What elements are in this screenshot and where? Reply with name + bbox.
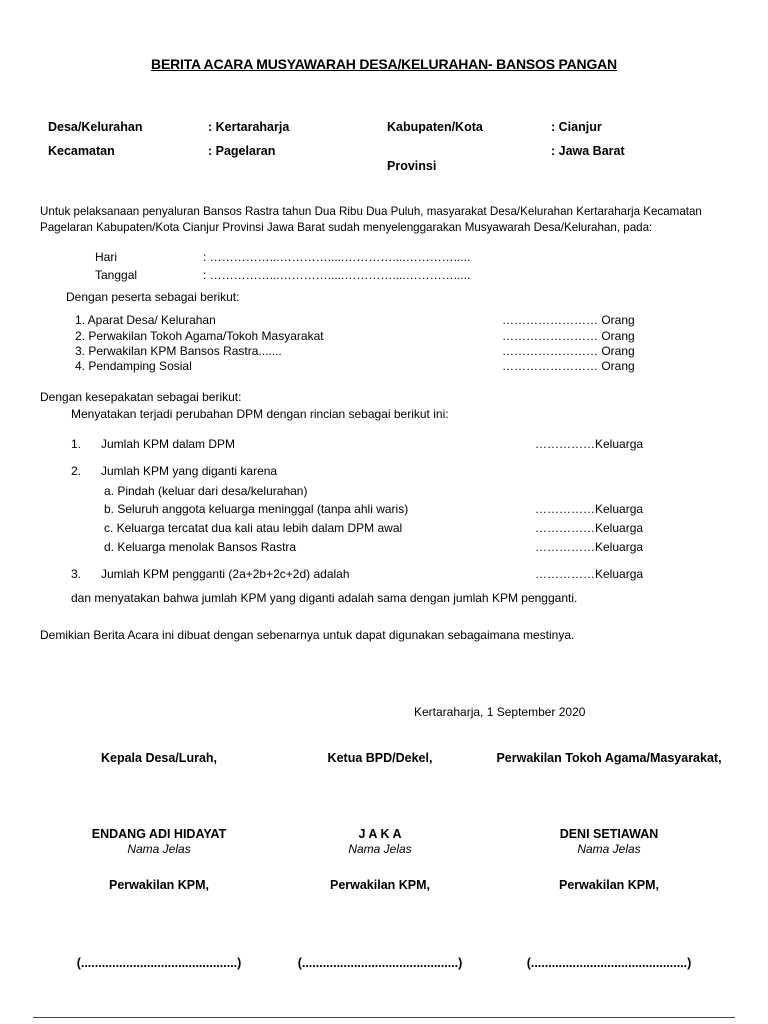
intro-line-2: Pagelaran Kabupaten/Kota Cianjur Provinsi Jawa Barat sudah menyelenggarakan Musyawarah Desa/Kelurahan, pada: — [40, 221, 653, 234]
item-number: 1. — [71, 437, 82, 451]
item-value: ……………Keluarga — [535, 567, 644, 581]
intro-line-1: Untuk pelaksanaan penyaluran Bansos Rastra tahun Dua Ribu Dua Puluh, masyarakat Desa/Kelurahan Kertaraharja Kecamatan — [40, 205, 702, 218]
tanggal-label: Tanggal — [95, 268, 138, 282]
provinsi-label: Provinsi — [387, 159, 437, 173]
kpm-signature-blank: (.............................................) — [297, 956, 463, 970]
item-label: Jumlah KPM dalam DPM — [101, 437, 236, 451]
sub-item-label: a. Pindah (keluar dari desa/kelurahan) — [104, 484, 308, 498]
signatory-role: Ketua BPD/Dekel, — [327, 751, 433, 765]
statement: dan menyatakan bahwa jumlah KPM yang diganti adalah sama dengan jumlah KPM pengganti. — [71, 591, 578, 605]
participant-label: 3. Perwakilan KPM Bansos Rastra....... — [75, 344, 282, 358]
kabupaten-label: Kabupaten/Kota — [387, 120, 483, 134]
kpm-signature-blank: (.............................................) — [526, 956, 692, 970]
participants-heading: Dengan peserta sebagai berikut: — [66, 290, 240, 304]
hari-value: : ……………...………….....…………....…………..... — [203, 250, 471, 264]
sub-item-value: ……………Keluarga — [535, 521, 644, 535]
kpm-role: Perwakilan KPM, — [558, 878, 660, 892]
desa-label: Desa/Kelurahan — [48, 120, 143, 134]
desa-value: : Kertaraharja — [208, 120, 290, 134]
participant-count: …………………… Orang — [502, 329, 635, 343]
agreement-subheading: Menyatakan terjadi perubahan DPM dengan rincian sebagai berikut ini: — [71, 407, 449, 421]
participant-label: 1. Aparat Desa/ Kelurahan — [75, 313, 216, 327]
item-number: 3. — [71, 567, 82, 581]
agreement-heading: Dengan kesepakatan sebagai berikut: — [40, 390, 242, 404]
place-date: Kertaraharja, 1 September 2020 — [414, 705, 586, 719]
item-label: Jumlah KPM yang diganti karena — [101, 464, 278, 478]
sub-item-value: ……………Keluarga — [535, 502, 644, 516]
participant-count: …………………… Orang — [502, 313, 635, 327]
hari-label: Hari — [95, 250, 118, 264]
signatory-note: Nama Jelas — [127, 842, 191, 856]
signatory-role: Kepala Desa/Lurah, — [100, 751, 218, 765]
signatory-role: Perwakilan Tokoh Agama/Masyarakat, — [496, 751, 722, 765]
kecamatan-value: : Pagelaran — [208, 144, 276, 158]
sub-item-label: c. Keluarga tercatat dua kali atau lebih dalam DPM awal — [104, 521, 403, 535]
provinsi-value: : Jawa Barat — [551, 144, 625, 158]
sub-item-value: ……………Keluarga — [535, 540, 644, 554]
item-value: ……………Keluarga — [535, 437, 644, 451]
participant-label: 2. Perwakilan Tokoh Agama/Tokoh Masyarakat — [75, 329, 324, 343]
document-title: BERITA ACARA MUSYAWARAH DESA/KELURAHAN- BANSOS PANGAN — [151, 56, 617, 72]
participant-count: …………………… Orang — [502, 359, 635, 373]
closing-text: Demikian Berita Acara ini dibuat dengan sebenarnya untuk dapat digunakan sebagaimana mestinya. — [40, 628, 575, 642]
sub-item-label: b. Seluruh anggota keluarga meninggal (tanpa ahli waris) — [104, 502, 409, 516]
kpm-role: Perwakilan KPM, — [108, 878, 210, 892]
signatory-note: Nama Jelas — [348, 842, 412, 856]
kpm-role: Perwakilan KPM, — [329, 878, 431, 892]
participant-label: 4. Pendamping Sosial — [75, 359, 192, 373]
footer-divider — [33, 1017, 735, 1018]
kecamatan-label: Kecamatan — [48, 144, 115, 158]
sub-item-label: d. Keluarga menolak Bansos Rastra — [104, 540, 297, 554]
signatory-name: ENDANG ADI HIDAYAT — [91, 827, 227, 841]
participant-count: …………………… Orang — [502, 344, 635, 358]
kabupaten-value: : Cianjur — [551, 120, 602, 134]
kpm-signature-blank: (.............................................) — [76, 956, 242, 970]
signatory-name: DENI SETIAWAN — [559, 827, 659, 841]
signatory-name: J A K A — [358, 827, 402, 841]
item-number: 2. — [71, 464, 82, 478]
signatory-note: Nama Jelas — [577, 842, 641, 856]
item-label: Jumlah KPM pengganti (2a+2b+2c+2d) adalah — [101, 567, 350, 581]
tanggal-value: : ……………...………….....…………....…………..... — [203, 268, 471, 282]
